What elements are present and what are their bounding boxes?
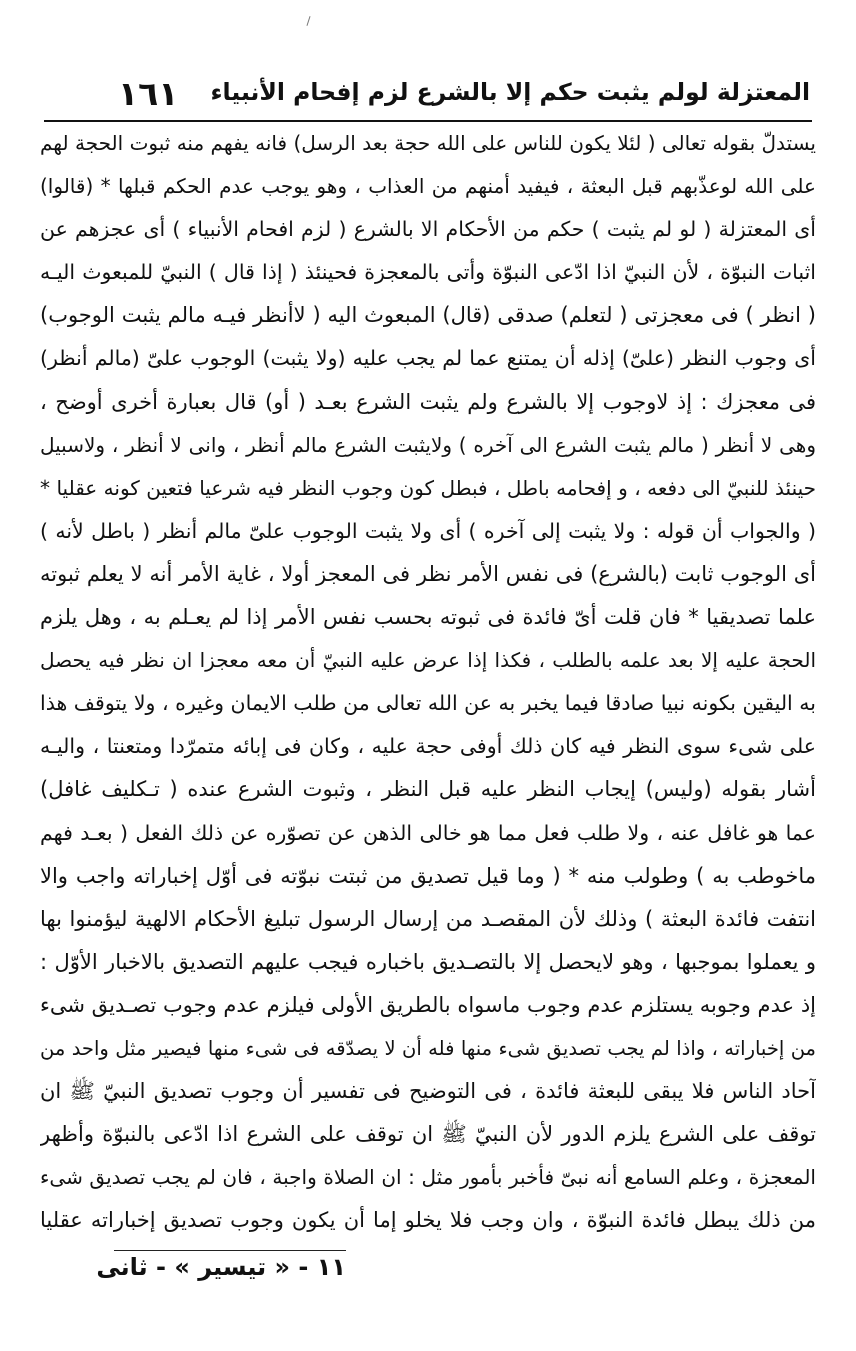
text-line: وهى لا أنظر ( مالم يثبت الشرع الى آخره ) ولايثبت الشرع مالم أنظر ، وانى لا أنظر ، ولاسبيل [40, 432, 816, 457]
text-line: أى الوجوب ثابت (بالشرع) فى نفس الأمر نظر فى المعجز أولا ، غاية الأمر أنه لا يعلم ثبوته [40, 561, 816, 586]
stray-ink-mark [306, 16, 310, 26]
text-line: ( انظر ) فى معجزتى ( لتعلم) صدقى (قال) المبعوث اليه ( لاأنظر فيـه مالم يثبت الوجوب) [40, 303, 816, 328]
text-line: به اليقين بكونه نبيا صادقا فيما يخبر به عن الله تعالى من طلب الايمان وغيره ، ولا يتوقف هذا [40, 691, 816, 716]
text-line: أى المعتزلة ( لو لم يثبت ) حكم من الأحكام الا بالشرع ( لزم افحام الأنبياء ) أى عجزهم عن [40, 217, 816, 242]
text-line: إذ عدم وجوبه يستلزم عدم وجوب ماسواه بالطريق الأولى فيلزم عدم وجوب تصـديق شىء [40, 992, 816, 1017]
text-line: على الله لوعذّبهم قبل البعثة ، فيفيد أمنهم من العذاب ، وهو يوجب عدم الحكم قبلها * (قالوا) [40, 174, 816, 199]
text-line: علما تصديقيا * فان قلت أىّ فائدة فى ثبوته بحسب نفس الأمر إذا لم يعـلم به ، وهل يلزم [40, 605, 816, 630]
text-line: على شىء سوى النظر فيه كان ذلك أوفى حجة عليه ، وكان فى إبائه متمرّدا ومتعنتا ، واليـه [40, 734, 816, 759]
text-line: يستدلّ بقوله تعالى ( لئلا يكون للناس على الله حجة بعد الرسل) فانه يفهم منه ثبوت الحجة لهم [40, 131, 816, 155]
page-number: ١٦١ [118, 74, 179, 113]
footer-rule [114, 1250, 346, 1251]
text-line: حينئذ للنبيّ الى دفعه ، و إفحامه باطل ، فبطل كون وجوب النظر فيه شرعيا فتعين كونه عقليا * [40, 475, 816, 500]
text-line: الحجة عليه إلا بعد علمه بالطلب ، فكذا إذا عرض عليه النبيّ أن معه معجزا ان نظر فيه يحصل [40, 648, 816, 673]
text-line: من إخباراته ، واذا لم يجب تصديق شىء منها فله أن لا يصدّقه فى شىء منها فيصير مثل واحد من [40, 1036, 816, 1060]
text-line: ماخوطب به ) وطولب منه * ( وما قيل تصديق من ثبتت نبوّته فى أوّل إخباراته واجب والا [40, 863, 816, 888]
text-line: فى معجزك : إذ لاوجوب إلا بالشرع ولم يثبت الشرع بعـد ( أو) قال بعبارة أخرى أوضح ، [40, 389, 816, 414]
text-line: توقف على الشرع يلزم الدور لأن النبيّ ﷺ ان توقف على الشرع اذا ادّعى بالنبوّة وأظهر [40, 1122, 816, 1147]
text-line: و يعملوا بموجبها ، وهو لايحصل إلا بالتصـديق باخباره فيجب عليهم التصديق بالاخبار الأوّل : [40, 949, 816, 974]
running-title: المعتزلة لولم يثبت حكم إلا بالشرع لزم إفحام الأنبياء [210, 78, 810, 106]
text-line: من ذلك يبطل فائدة النبوّة ، وان وجب فلا يخلو إما أن يكون وجوب تصديق إخباراته عقليا [40, 1208, 816, 1233]
text-line: أشار بقوله (وليس) إيجاب النظر عليه قبل النظر ، وثبوت الشرع عنده ( تـكليف غافل) [40, 777, 816, 802]
text-line: المعجزة ، وعلم السامع أنه نبىّ فأخبر بأمور مثل : ان الصلاة واجبة ، فان لم يجب تصديق شىء [40, 1165, 816, 1190]
text-line: عما هو غافل عنه ، ولا طلب فعل مما هو خالى الذهن عن تصوّره عن ذلك الفعل ( بعـد فهم [40, 820, 816, 845]
page-header [48, 74, 810, 118]
text-line: اثبات النبوّة ، لأن النبيّ اذا ادّعى النبوّة وأتى بالمعجزة فحينئذ ( إذا قال ) النبيّ للمبعوث اليـه [40, 260, 816, 285]
body-text [40, 122, 816, 1244]
text-line: آحاد الناس فلا يبقى للبعثة فائدة ، فى التوضيح فى تفسير أن وجوب تصديق النبيّ ﷺ ان [40, 1079, 816, 1104]
printer-signature: ١١ - « تيسير » - ثانى [96, 1253, 346, 1281]
text-line: ( والجواب أن قوله : ولا يثبت إلى آخره ) أى ولا يثبت الوجوب علىّ مالم أنظر ( باطل لأنه ) [40, 518, 816, 543]
text-line: انتفت فائدة البعثة ) وذلك لأن المقصـد من إرسال الرسول تبليغ الأحكام الالهية ليؤمنوا بها [40, 906, 816, 931]
text-line: أى وجوب النظر (علىّ) إذله أن يمتنع عما لم يجب عليه (ولا يثبت) الوجوب علىّ (مالم أنظر) [40, 346, 816, 371]
